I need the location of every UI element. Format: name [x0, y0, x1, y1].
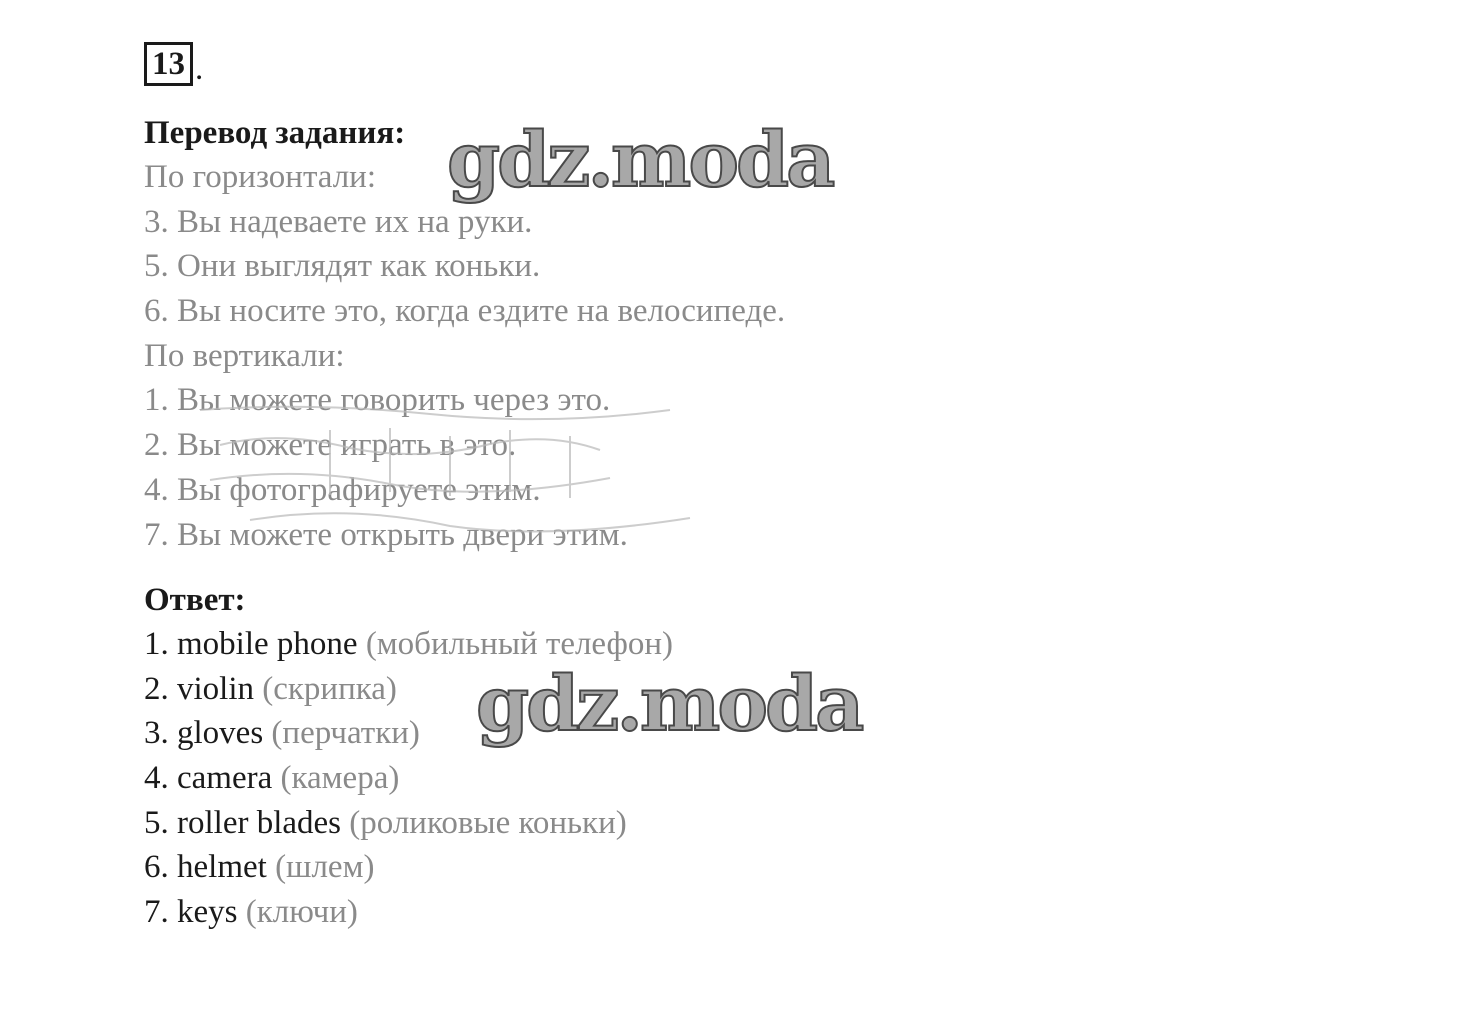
down-label: По вертикали: — [144, 337, 345, 374]
down-clue: 4. Вы фотографируете этим. — [144, 471, 541, 508]
answer-translation: (скрипка) — [254, 670, 397, 707]
answer-item — [144, 845, 673, 890]
answer-item — [144, 890, 673, 935]
answer-item — [144, 756, 673, 801]
task-number — [144, 44, 203, 86]
answer-word: 5. roller blades — [144, 804, 342, 841]
task-number-dot: . — [195, 51, 204, 87]
translation-heading: Перевод задания: — [144, 115, 406, 151]
answer-translation: (роликовые коньки) — [341, 804, 627, 841]
across-label: По горизонтали: — [144, 159, 377, 195]
answer-section — [144, 578, 673, 935]
answer-translation: (камера) — [272, 760, 400, 797]
answer-translation: (ключи) — [237, 894, 358, 931]
answer-word: 7. keys — [144, 894, 238, 931]
answer-translation: (шлем) — [266, 849, 375, 886]
across-clue: 3. Вы надеваете их на руки. — [144, 203, 533, 240]
answer-word: 3. gloves — [144, 715, 264, 752]
across-clue: 5. Они выглядят как коньки. — [144, 248, 541, 285]
answer-word: 6. helmet — [144, 849, 267, 886]
answer-item — [144, 801, 673, 846]
task-number-box: 13 — [144, 42, 193, 86]
answer-heading: Ответ: — [144, 582, 246, 618]
answer-item — [144, 622, 673, 667]
answer-item — [144, 667, 673, 712]
answer-word: 1. mobile phone — [144, 626, 358, 662]
across-clue: 6. Вы носите это, когда ездите на велосипеде. — [144, 293, 786, 330]
watermark: gdz.moda — [447, 115, 833, 204]
translation-section — [144, 111, 785, 557]
answer-word: 4. camera — [144, 760, 273, 797]
down-clue: 2. Вы можете играть в это. — [144, 427, 517, 464]
answer-word: 2. violin — [144, 670, 255, 707]
down-clue: 7. Вы можете открыть двери этим. — [144, 516, 628, 553]
answer-translation: (перчатки) — [263, 715, 420, 752]
watermark: gdz.moda — [476, 659, 862, 748]
answer-item — [144, 711, 673, 756]
down-clue: 1. Вы можете говорить через это. — [144, 382, 611, 419]
answer-translation: (мобильный телефон) — [357, 626, 674, 662]
